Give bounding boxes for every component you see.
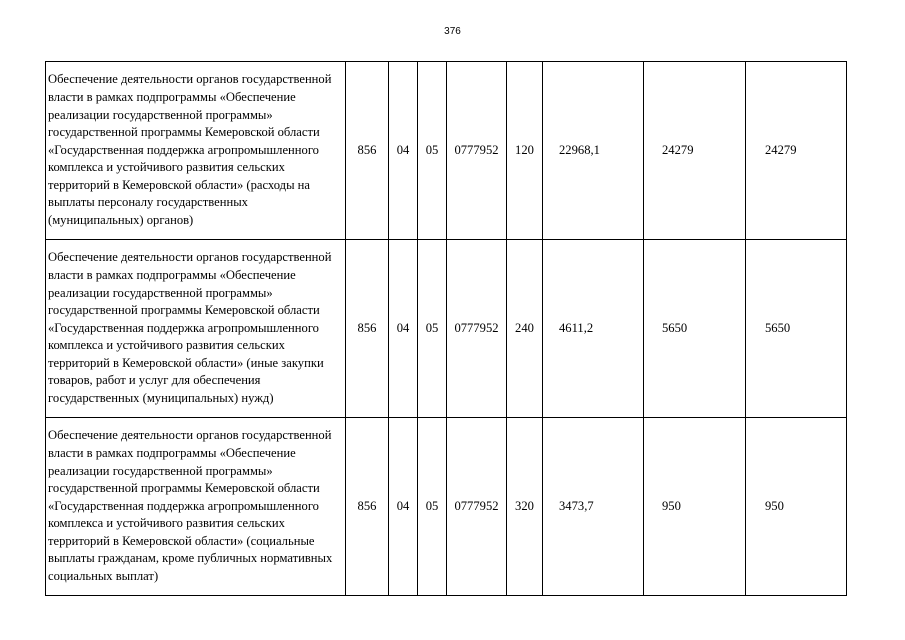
amount-year-3: 950 (746, 418, 847, 596)
table-row (46, 62, 847, 240)
subsection-code: 05 (418, 240, 447, 418)
table-row (46, 240, 847, 418)
amount-year-3: 5650 (746, 240, 847, 418)
target-article-code: 0777952 (447, 418, 507, 596)
target-article-code: 0777952 (447, 62, 507, 240)
section-code: 04 (389, 240, 418, 418)
section-code: 04 (389, 62, 418, 240)
amount-year-2: 950 (644, 418, 746, 596)
amount-year-2: 5650 (644, 240, 746, 418)
row-description: Обеспечение деятельности органов государственной власти в рамках подпрограммы «Обеспечение реализации государственной программы» государственной программы Кемеровской области «Государственная поддержка агропромышленного комплекса и устойчивого развития сельских территорий в Кемеровской области» (социальные выплаты гражданам, кроме публичных нормативных социальных выплат) (46, 418, 346, 596)
row-description: Обеспечение деятельности органов государственной власти в рамках подпрограммы «Обеспечение реализации государственной программы» государственной программы Кемеровской области «Государственная поддержка агропромышленного комплекса и устойчивого развития сельских территорий в Кемеровской области» (расходы на выплаты персоналу государственных (муниципальных) органов) (46, 62, 346, 240)
amount-year-2: 24279 (644, 62, 746, 240)
subsection-code: 05 (418, 62, 447, 240)
ministry-code: 856 (346, 418, 389, 596)
expense-type-code: 120 (507, 62, 543, 240)
expense-type-code: 320 (507, 418, 543, 596)
table-row (46, 418, 847, 596)
subsection-code: 05 (418, 418, 447, 596)
ministry-code: 856 (346, 62, 389, 240)
ministry-code: 856 (346, 240, 389, 418)
section-code: 04 (389, 418, 418, 596)
expense-type-code: 240 (507, 240, 543, 418)
amount-year-1: 3473,7 (543, 418, 644, 596)
amount-year-3: 24279 (746, 62, 847, 240)
amount-year-1: 22968,1 (543, 62, 644, 240)
budget-table (45, 61, 847, 596)
row-description: Обеспечение деятельности органов государственной власти в рамках подпрограммы «Обеспечение реализации государственной программы» государственной программы Кемеровской области «Государственная поддержка агропромышленного комплекса и устойчивого развития сельских территорий в Кемеровской области» (иные закупки товаров, работ и услуг для обеспечения государственных (муниципальных) нужд) (46, 240, 346, 418)
target-article-code: 0777952 (447, 240, 507, 418)
page-number: 376 (444, 26, 461, 37)
amount-year-1: 4611,2 (543, 240, 644, 418)
